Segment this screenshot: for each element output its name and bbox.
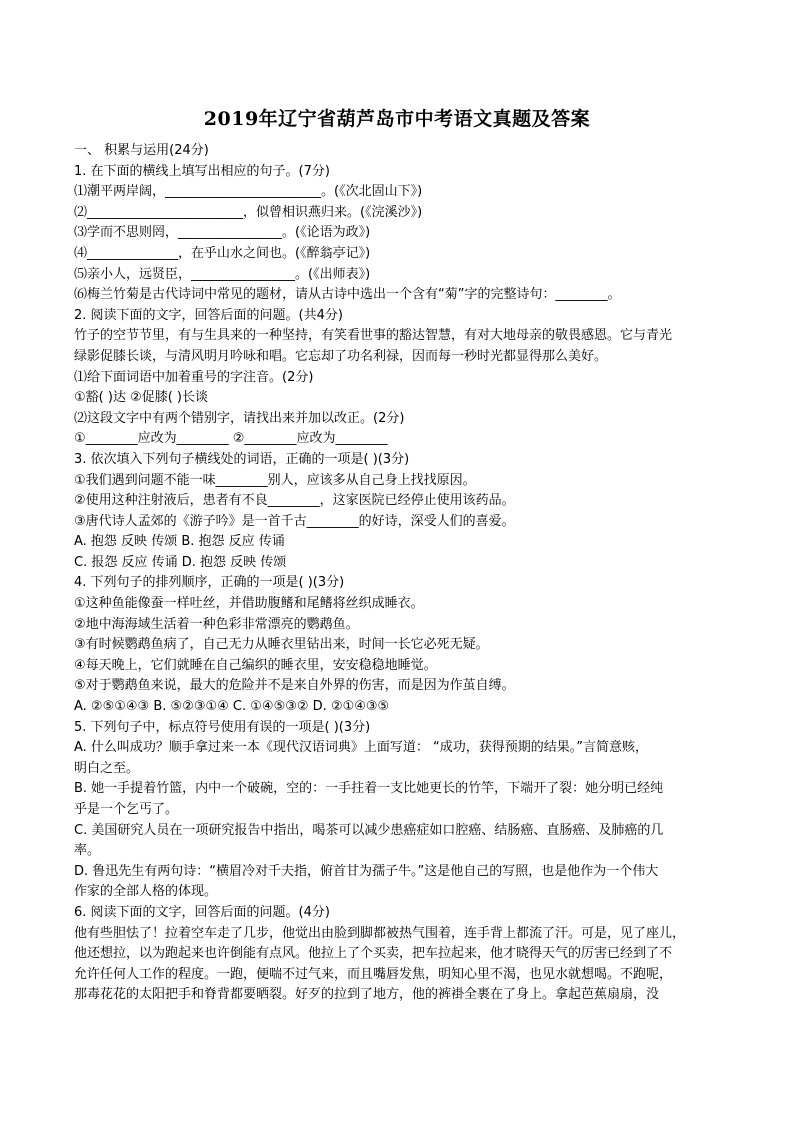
q5-option-a: 明白之至。 <box>74 760 140 776</box>
q5-option-b: B. 她一手提着竹篮，内中一个破碗，空的：一手拄着一支比她更长的竹竿，下端开了裂：她分明已经纯 <box>74 781 664 797</box>
q3-sentence: ③唐代诗人孟郊的《游子吟》是一首千古________的好诗，深受人们的喜爱。 <box>74 513 515 529</box>
document-body <box>74 141 720 1006</box>
q3-sentence: ②使用这种注射液后，患者有不良________，这家医院已经停止使用该药品。 <box>74 493 515 509</box>
passage-line: 绿影促膝长谈，与清风明月吟咏和唱。它忘却了功名利禄，因而每一秒时光都显得那么美好。 <box>74 348 608 364</box>
q2-sub-1-blanks: ①豁( )达 ②促膝( )长谈 <box>74 390 208 406</box>
question-2: 2. 阅读下面的文字，回答后面的问题。(共4分) <box>74 307 343 323</box>
question-1: 1. 在下面的横线上填写出相应的句子。(7分) <box>74 163 330 179</box>
document-page <box>74 104 720 1006</box>
q5-option-c: 率。 <box>74 843 101 859</box>
q5-option-c: C. 美国研究人员在一项研究报告中指出，喝茶可以减少患癌症如口腔癌、结肠癌、直肠癌、及肺癌的几 <box>74 822 664 838</box>
q5-option-a: A. 什么叫成功？顺手拿过来一本《现代汉语词典》上面写道： “成功，获得预期的结果。”言简意赅， <box>74 740 649 756</box>
q2-sub-2: ⑵这段文字中有两个错别字，请找出来并加以改正。(2分) <box>74 410 405 426</box>
q5-option-d: 作家的全部人格的体现。 <box>74 884 218 900</box>
passage-line: 他有些胆怯了！拉着空车走了几步，他觉出由脸到脚都被热气围着，连手背上都流了汗。可是，见了座儿， <box>74 925 686 941</box>
passage-line: 那毒花花的太阳把手和脊背都要晒裂。好歹的拉到了地方，他的裤褂全裹在了身上。拿起芭蕉扇扇，没 <box>74 987 660 1003</box>
question-6: 6. 阅读下面的文字，回答后面的问题。(4分) <box>74 904 330 920</box>
question-3: 3. 依次填入下列句子横线处的词语，正确的一项是( )(3分) <box>74 451 410 467</box>
q4-sentence: ⑤对于鹦鹉鱼来说，最大的危险并不是来自外界的伤害，而是因为作茧自缚。 <box>74 678 515 694</box>
document-title: 2019年辽宁省葫芦岛市中考语文真题及答案 <box>203 108 591 130</box>
passage-line: 他还想拉，以为跑起来也许倒能有点风。他拉上了个买卖，把车拉起来，他才晓得天气的厉害已经到了不 <box>74 946 673 962</box>
passage-line: 竹子的空节节里，有与生具来的一种坚持，有笑看世事的豁达智慧，有对大地母亲的敬畏感恩。它与青光 <box>74 328 673 344</box>
q5-option-d: D. 鲁迅先生有两句诗：“横眉冷对千夫指，俯首甘为孺子牛。”这是他自己的写照，也是他作为一个伟大 <box>74 863 659 879</box>
passage-line: 允许任何人工作的程度。一跑，便喘不过气来，而且嘴唇发焦，明知心里不渴，也见水就想喝。不跑呢， <box>74 966 673 982</box>
q1-item-3: ⑶学而不思则罔，________________。(《论语为政》) <box>74 225 371 241</box>
q4-sentence: ④每天晚上，它们就睡在自己编织的睡衣里，安安稳稳地睡觉。 <box>74 657 437 673</box>
q1-item-2: ⑵________________________，似曾相识燕归来。(《浣溪沙》) <box>74 204 423 220</box>
q1-item-5: ⑸亲小人，远贤臣，________________。(《出师表》) <box>74 266 371 282</box>
q2-sub-2-blanks: ①________应改为________ ②________应改为________ <box>74 431 388 447</box>
q1-item-4: ⑷______________，在乎山水之间也。(《醉翁亭记》) <box>74 245 371 261</box>
q5-option-b: 乎是一个乞丐了。 <box>74 802 179 817</box>
q4-sentence: ③有时候鹦鹉鱼病了，自己无力从睡衣里钻出来，时间一长它必死无疑。 <box>74 637 489 653</box>
question-4: 4. 下列句子的排列顺序，正确的一项是( )(3分) <box>74 575 345 591</box>
q1-item-1: ⑴潮平两岸阔，________________________。(《次北固山下》) <box>74 184 423 200</box>
question-5: 5. 下列句子中，标点符号使用有误的一项是( )(3分) <box>74 719 371 735</box>
q3-sentence: ①我们遇到问题不能一味________别人，应该多从自己身上找找原因。 <box>74 472 476 488</box>
q4-options: A. ②⑤①④③ B. ⑤②③①④ C. ①④⑤③② D. ②①④③⑤ <box>74 699 390 715</box>
q4-sentence: ②地中海海域生活着一种色彩非常漂亮的鹦鹉鱼。 <box>74 616 359 632</box>
q3-options: A. 抱怨 反映 传颂 B. 抱怨 反应 传诵 <box>74 534 285 550</box>
q3-options: C. 报怨 反应 传诵 D. 抱怨 反映 传颂 <box>74 554 287 570</box>
q2-sub-1: ⑴给下面词语中加着重号的字注音。(2分) <box>74 369 314 385</box>
q4-sentence: ①这种鱼能像蚕一样吐丝，并借助腹鳍和尾鳍将丝织成睡衣。 <box>74 596 424 612</box>
section-heading: 一、 积累与运用(24分) <box>74 143 209 158</box>
q1-item-6: ⑹梅兰竹菊是古代诗词中常见的题材，请从古诗中选出一个含有“菊”字的完整诗句：________。 <box>74 287 621 303</box>
